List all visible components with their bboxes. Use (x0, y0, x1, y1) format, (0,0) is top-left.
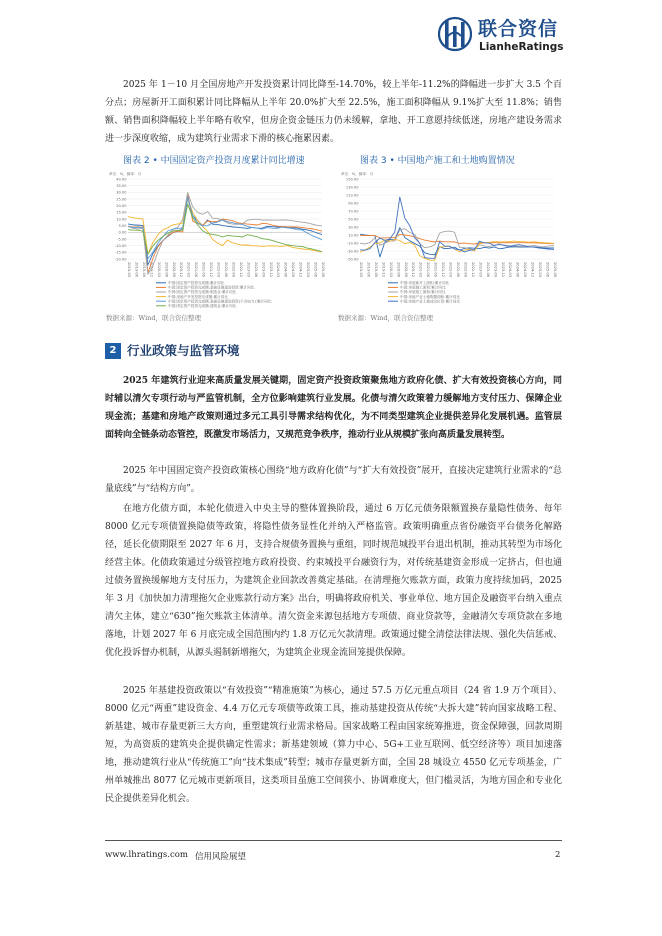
y-tick-label: 110.00 (345, 193, 359, 198)
x-tick-label: 2020-03 (156, 262, 161, 278)
x-tick-label: 2024-06 (283, 262, 288, 278)
x-tick-label: 2022-06 (456, 262, 460, 278)
x-tick-label: 2020-12 (179, 262, 184, 278)
legend-label: 中国:房地产业土地成交价款:累计同比 (400, 299, 460, 304)
section-title: 行业政策与监管环境 (127, 343, 240, 358)
x-tick-label: 2024-12 (298, 262, 303, 278)
x-tick-label: 2022-06 (224, 262, 228, 278)
footer-divider (105, 840, 562, 841)
x-tick-label: 2020-06 (396, 262, 401, 278)
paragraph-policy-intro: 2025 年中国固定资产投资政策核心围绕“地方政府化债”与“扩大有效投资”展开，直接决定建筑行业需求的“总量底线”与“结构方向”。 (105, 466, 562, 494)
y-tick-label: 5.00 (118, 223, 127, 228)
x-tick-label: 2025-09 (553, 262, 557, 278)
legend-label: 中国:固定资产投资完成额:基础设施建设投资:累计同比 (168, 285, 255, 290)
y-tick-label: 40.00 (116, 177, 127, 182)
lianhe-logo-icon (438, 14, 472, 54)
y-tick-label: 35.00 (116, 183, 127, 188)
legend-label: 中国:房地产开发投资完成额:累计同比 (168, 294, 228, 299)
logo-chinese-name: 联合资信 (478, 18, 559, 40)
y-tick-label: 10.00 (348, 233, 359, 238)
x-tick-label: 2025-03 (306, 262, 311, 278)
fixed-asset-investment-chart (106, 167, 330, 313)
x-tick-label: 2019-09 (141, 262, 146, 278)
x-tick-label: 2021-12 (441, 262, 446, 278)
real-estate-construction-chart (338, 167, 562, 313)
x-tick-label: 2022-09 (231, 262, 236, 278)
legend-label: 中国:固定资产投资完成额:制造业:累计同比 (168, 290, 237, 295)
legend-label: 中国:固定资产投资完成额:建筑业:累计同比 (168, 304, 237, 308)
y-tick-label: 25.00 (116, 197, 127, 202)
x-tick-label: 2024-03 (508, 262, 513, 278)
x-tick-label: 2023-03 (478, 262, 483, 278)
y-tick-label: 0.00 (118, 230, 127, 235)
y-tick-label: -5.00 (117, 237, 127, 242)
legend-label: 中国:固定资产投资完成额:累计同比 (168, 281, 225, 285)
chart3-unit-label: 单位：%，频率：月 (341, 172, 374, 176)
figure3-title: 图表 3 • 中国地产施工和土地购置情况 (360, 156, 515, 166)
y-tick-label: -20.00 (114, 257, 127, 262)
x-tick-label: 2019-12 (381, 262, 386, 278)
x-tick-label: 2025-06 (313, 262, 318, 278)
x-tick-label: 2020-12 (411, 262, 416, 278)
x-tick-label: 2022-03 (448, 262, 453, 278)
x-tick-label: 2021-03 (186, 262, 191, 278)
x-tick-label: 2023-09 (493, 262, 498, 278)
x-tick-label: 2021-03 (418, 262, 423, 278)
x-tick-label: 2024-12 (530, 262, 535, 278)
y-tick-label: -10.00 (114, 243, 127, 248)
x-tick-label: 2019-03 (127, 262, 131, 278)
x-tick-label: 2023-12 (268, 262, 273, 278)
x-tick-label: 2020-06 (164, 262, 169, 278)
x-tick-label: 2020-09 (171, 262, 176, 278)
logo-english-name: LianheRatings (479, 41, 564, 53)
x-tick-label: 2021-12 (209, 262, 214, 278)
x-tick-label: 2025-03 (538, 262, 543, 278)
legend-label: 中国:房地产业土地购置面积:累计同比 (400, 294, 460, 299)
x-tick-label: 2025-09 (321, 262, 325, 278)
y-tick-label: -15.00 (114, 250, 127, 255)
x-tick-label: 2019-03 (359, 262, 363, 278)
x-tick-label: 2021-06 (426, 262, 431, 278)
y-tick-label: -50.00 (346, 257, 359, 262)
legend-label: 中国:房屋施工面积:累计同比 (400, 285, 446, 290)
x-tick-label: 2019-06 (134, 262, 139, 278)
y-tick-label: 30.00 (348, 225, 359, 230)
x-tick-label: 2019-12 (149, 262, 154, 278)
y-tick-label: 50.00 (348, 217, 359, 222)
legend-label: 中国:房屋新开工面积:累计同比 (400, 281, 450, 285)
chart2-unit-label: 单位：%，频率：月 (109, 172, 142, 176)
x-tick-label: 2023-06 (253, 262, 258, 278)
chart3-axes (346, 177, 557, 277)
series-line-5 (360, 197, 554, 258)
company-logo (428, 14, 578, 56)
footer-website: www.lhratings.com (105, 850, 188, 860)
x-tick-label: 2025-06 (545, 262, 550, 278)
y-tick-label: 30.00 (116, 190, 127, 195)
y-tick-label: -10.00 (346, 241, 359, 246)
y-tick-label: 90.00 (348, 201, 359, 206)
x-tick-label: 2023-12 (500, 262, 505, 278)
x-tick-label: 2021-09 (201, 262, 206, 278)
x-tick-label: 2020-03 (388, 262, 393, 278)
figure3-source: 数据来源：Wind，联合资信整理 (338, 314, 433, 322)
x-tick-label: 2020-09 (403, 262, 408, 278)
x-tick-label: 2019-06 (366, 262, 371, 278)
chart2-legend (156, 280, 272, 308)
x-tick-label: 2024-03 (276, 262, 281, 278)
section-number: 2 (105, 343, 121, 359)
legend-label: 中国:固定资产投资完成额:基础设施建设投资(不含电力):累计同比 (168, 299, 272, 304)
figure2-source: 数据来源：Wind，联合资信整理 (106, 314, 201, 322)
x-tick-label: 2022-12 (470, 262, 475, 278)
x-tick-label: 2023-09 (261, 262, 266, 278)
y-tick-label: 130.00 (345, 185, 359, 190)
y-tick-label: 15.00 (116, 210, 127, 215)
x-tick-label: 2024-09 (291, 262, 296, 278)
figure2-title: 图表 2 • 中国固定资产投资月度累计同比增速 (123, 156, 305, 166)
y-tick-label: 150.00 (345, 177, 359, 182)
y-tick-label: 70.00 (348, 209, 359, 214)
page-number: 2 (555, 850, 561, 860)
x-tick-label: 2022-03 (216, 262, 221, 278)
footer-motto: 信用风险展望 (195, 852, 247, 862)
chart3-legend (388, 280, 460, 303)
x-tick-label: 2022-12 (238, 262, 243, 278)
section-summary: 2025 年建筑行业迎来高质量发展关键期，固定资产投资政策聚焦地方政府化债、扩大有效投资核心方向，同时辅以清欠专项行动与严监管机制，全方位影响建筑行业发展。化债与清欠政策着力缓解地方支付压力、保障企业现金流；基建和房地产政策则通过多元工具引导需求结构优化，为不同类型建筑企业提供差异化发展机遇。监管层面转向全链条动态管控，既激发市场活力，又规范竞争秩序，推动行业从规模扩张向高质量发展转型。 (105, 376, 562, 440)
legend-label: 中国:房屋竣工面积:累计同比 (400, 290, 446, 295)
paragraph-real-estate: 2025 年 1－10 月全国房地产开发投资累计同比降至-14.70%，较上半年-11.2%的降幅进一步扩大 3.5 个百分点；房屋新开工面积累计同比降幅从上半年 20.0%扩大至 22.5%，施工面积降幅从 9.1%扩大至 11.8%；销售额、销售面积降幅较上半年略有收窄，但房企资金链压力仍未缓解，拿地、开工意愿持续低迷，房地产建设务需求进一步深度收缩，成为建筑行业需求下滑的核心拖累因素。 (105, 80, 562, 144)
x-tick-label: 2022-09 (463, 262, 468, 278)
x-tick-label: 2024-09 (523, 262, 528, 278)
x-tick-label: 2019-09 (373, 262, 378, 278)
paragraph-debt-resolution: 在地方化债方面，本轮化债进入中央主导的整体置换阶段，通过 6 万亿元债务限额置换存量隐性债务、每年 8000 亿元专项债置换隐债等政策，将隐性债务显性化并纳入严格监管。政策明确重点省份融资平台债务化解路径，延长化债期限至 2027 年 6 月，支持合规债务置换与重组，同时规范城投平台退出机制，推动其转型为市场化经营主体。化债政策通过分级管控地方政府投资、约束城投平台融资行为，对传统基建资金形成一定挤占，但也通过债务置换缓解地方支付压力，为建筑企业回款改善奠定基础。在清理拖欠账款方面，政策力度持续加码，2025 年 3 月《加快加力清理拖欠企业账款行动方案》出台，明确将政府机关、事业单位、地方国企及融资平台纳入重点清欠主体，建立“630”拖欠账款主体清单。清欠资金来源包括地方专项债、商业贷款等，金融清欠专项贷款在多地落地，计划 2027 年 6 月底完成全国范围内约 1.8 万亿元欠款清理。政策通过健全清偿法律法规、强化失信惩戒、优化投诉督办机制，从源头遏制新增拖欠，为建筑企业现金流回笼提供保障。 (105, 504, 562, 658)
series-line-2 (128, 193, 322, 273)
x-tick-label: 2024-06 (515, 262, 520, 278)
x-tick-label: 2021-06 (194, 262, 199, 278)
x-tick-label: 2021-09 (433, 262, 438, 278)
x-tick-label: 2023-06 (485, 262, 490, 278)
y-tick-label: 20.00 (116, 203, 127, 208)
x-tick-label: 2023-03 (246, 262, 251, 278)
y-tick-label: -30.00 (346, 249, 359, 254)
y-tick-label: 10.00 (116, 217, 127, 222)
paragraph-infrastructure: 2025 年基建投资政策以“有效投资”“精准施策”为核心，通过 57.5 万亿元重点项目（24 省 1.9 万个项目）、8000 亿元“两重”建设资金、4.4 万亿元专项债等政策工具，推动基建投资从传统“大拆大建”转向国家战略工程、新基建、城市存量更新三大方向，重塑建筑行业需求格局。国家战略工程由国家统筹推进，资金保障强，回款周期短，为高资质的建筑央企提供确定性需求；新基建领域（算力中心、5G+工业互联网、低空经济等）项目加速落地，推动建筑行业从“传统施工”向“技术集成”转型；城市存量更新方面，全国 28 城设立 4550 亿元专项基金，广州单城推出 8077 亿元城市更新项目，这类项目虽施工空间狭小、协调难度大，但门槛灵活，为地方国企和专业化民企提供差异化机会。 (105, 686, 562, 804)
